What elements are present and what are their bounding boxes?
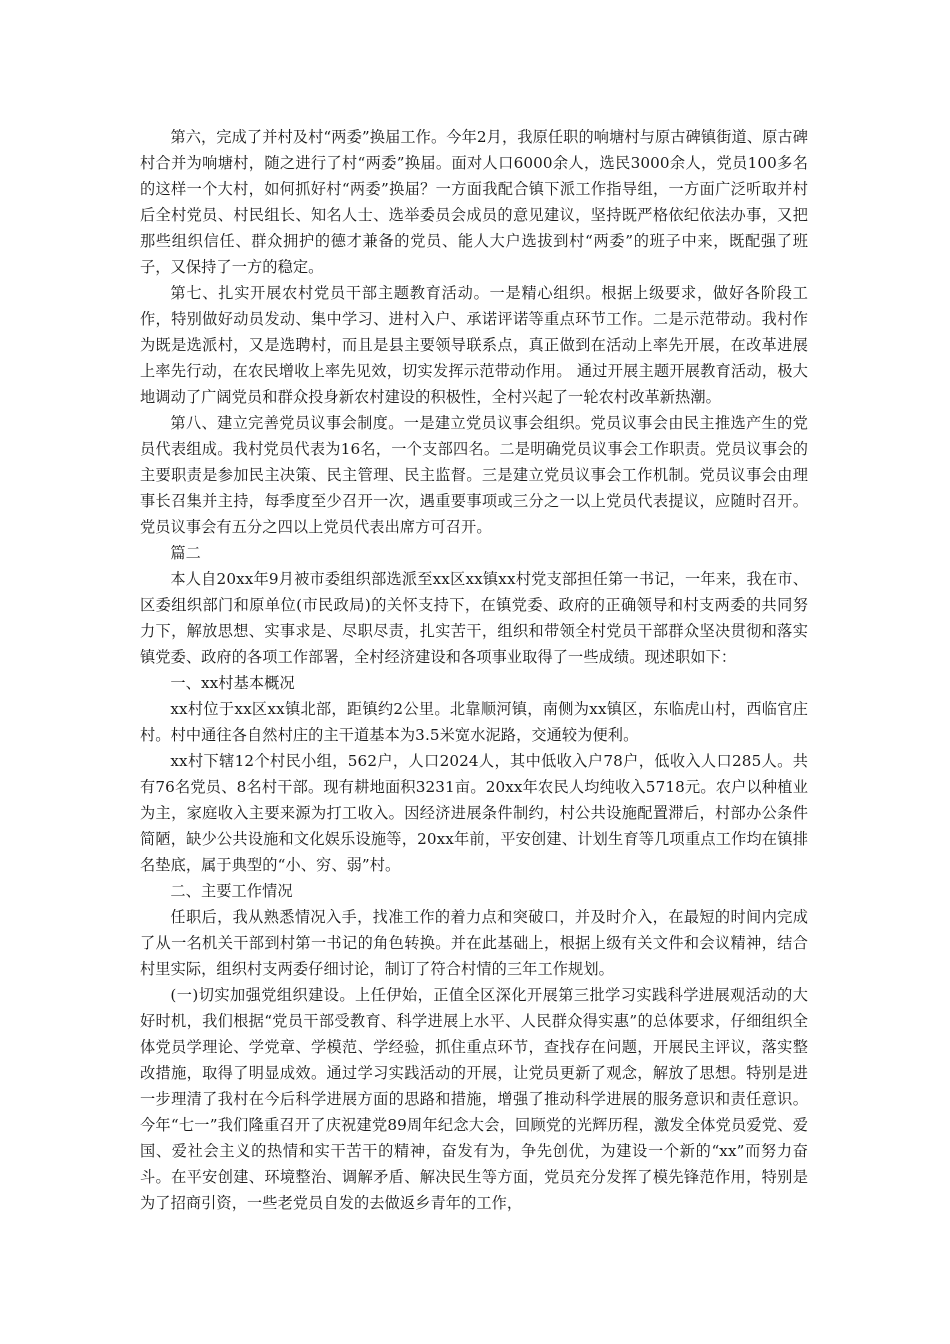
heading-village-overview: 一、xx村基本概况: [170, 674, 295, 692]
paragraph-party-building: (一)切实加强党组织建设。上任伊始，正值全区深化开展第三批学习实践科学进展观活动的大好时机，我们根据“党员干部受教育、科学进展上水平、人民群众得实惠”的总体要求，仔细组织全体党员学理论、学党章、学模范、学经验，抓住重点环节，查找存在问题，开展民主评议，落实整改措施，取得了明显成效。通过学习实践活动的开展，让党员更新了观念，解放了思想。特别是进一步理清了我村在今后科学进展方面的思路和措施，增强了推动科学进展的服务意识和责任意识。今年“七一”我们隆重召开了庆祝建党89周年纪念大会，回顾党的光辉历程，激发全体党员爱党、爱国、爱社会主义的热情和实干苦干的精神，奋发有为，争先创优，为建设一个新的“xx”而努力奋斗。在平安创建、环境整治、调解矛盾、解决民生等方面，党员充分发挥了模先锋范作用，特别是为了招商引资，一些老党员自发的去做返乡青年的工作，: [140, 986, 808, 1212]
paragraph-intro: 本人自20xx年9月被市委组织部选派至xx区xx镇xx村党支部担任第一书记，一年来，我在市、区委组织部门和原单位(市民政局)的关怀支持下，在镇党委、政府的正确领导和村支两委的共同努力下，解放思想、实事求是、尽职尽责，扎实苦干，组织和带领全村党员干部群众坚决贯彻和落实镇党委、政府的各项工作部署，全村经济建设和各项事业取得了一些成绩。现述职如下：: [140, 570, 808, 666]
paragraph-work-start: 任职后，我从熟悉情况入手，找准工作的着力点和突破口，并及时介入，在最短的时间内完成了从一名机关干部到村第一书记的角色转换。并在此基础上，根据上级有关文件和会议精神，结合村里实际，组织村支两委仔细讨论，制订了符合村情的三年工作规划。: [140, 908, 808, 978]
paragraph-section-seven: 第七、扎实开展农村党员干部主题教育活动。一是精心组织。根据上级要求，做好各阶段工作，特别做好动员发动、集中学习、进村入户、承诺评诺等重点环节工作。二是示范带动。我村作为既是选派村，又是选聘村，而且是县主要领导联系点，真正做到在活动上率先开展，在改革进展上率先行动，在农民增收上率先见效，切实发挥示范带动作用。 通过开展主题开展教育活动，极大地调动了广阔党员和群众投身新农村建设的积极性，全村兴起了一轮农村改革新热潮。: [140, 284, 808, 406]
paragraph-section-six: 第六，完成了并村及村“两委”换届工作。今年2月，我原任职的响塘村与原古碑镇街道、原古碑村合并为响塘村，随之进行了村“两委”换届。面对人口6000余人，选民3000余人，党员100多名的这样一个大村，如何抓好村“两委”换届？一方面我配合镇下派工作指导组，一方面广泛听取并村后全村党员、村民组长、知名人士、选举委员会成员的意见建议，坚持既严格依纪依法办事，又把那些组织信任、群众拥护的德才兼备的党员、能人大户选拔到村“两委”的班子中来，既配强了班子，又保持了一方的稳定。: [140, 128, 808, 276]
paragraph-section-eight: 第八、建立完善党员议事会制度。一是建立党员议事会组织。党员议事会由民主推选产生的党员代表组成。我村党员代表为16名，一个支部四名。二是明确党员议事会工作职责。党员议事会的主要职责是参加民主决策、民主管理、民主监督。三是建立党员议事会工作机制。党员议事会由理事长召集并主持，每季度至少召开一次，遇重要事项或三分之一以上党员代表提议，应随时召开。党员议事会有五分之四以上党员代表出席方可召开。: [140, 414, 808, 536]
paragraph-village-population: xx村下辖12个村民小组，562户，人口2024人，其中低收入户78户，低收入人口285人。共有76名党员、8名村干部。现有耕地面积3231亩。20xx年农民人均纯收入5718元。农户以种植业为主，家庭收入主要来源为打工收入。因经济进展条件制约，村公共设施配置滞后，村部办公条件简陋，缺少公共设施和文化娱乐设施等，20xx年前，平安创建、计划生育等几项重点工作均在镇排名垫底，属于典型的“小、穷、弱”村。: [140, 752, 808, 874]
paragraph-village-location: xx村位于xx区xx镇北部，距镇约2公里。北靠顺河镇，南侧为xx镇区，东临虎山村，西临官庄村。村中通往各自然村庄的主干道基本为3.5米宽水泥路，交通较为便利。: [140, 700, 808, 744]
document-page: [140, 124, 808, 1216]
heading-part-two: 篇二: [170, 544, 201, 562]
heading-main-work: 二、主要工作情况: [170, 882, 293, 900]
